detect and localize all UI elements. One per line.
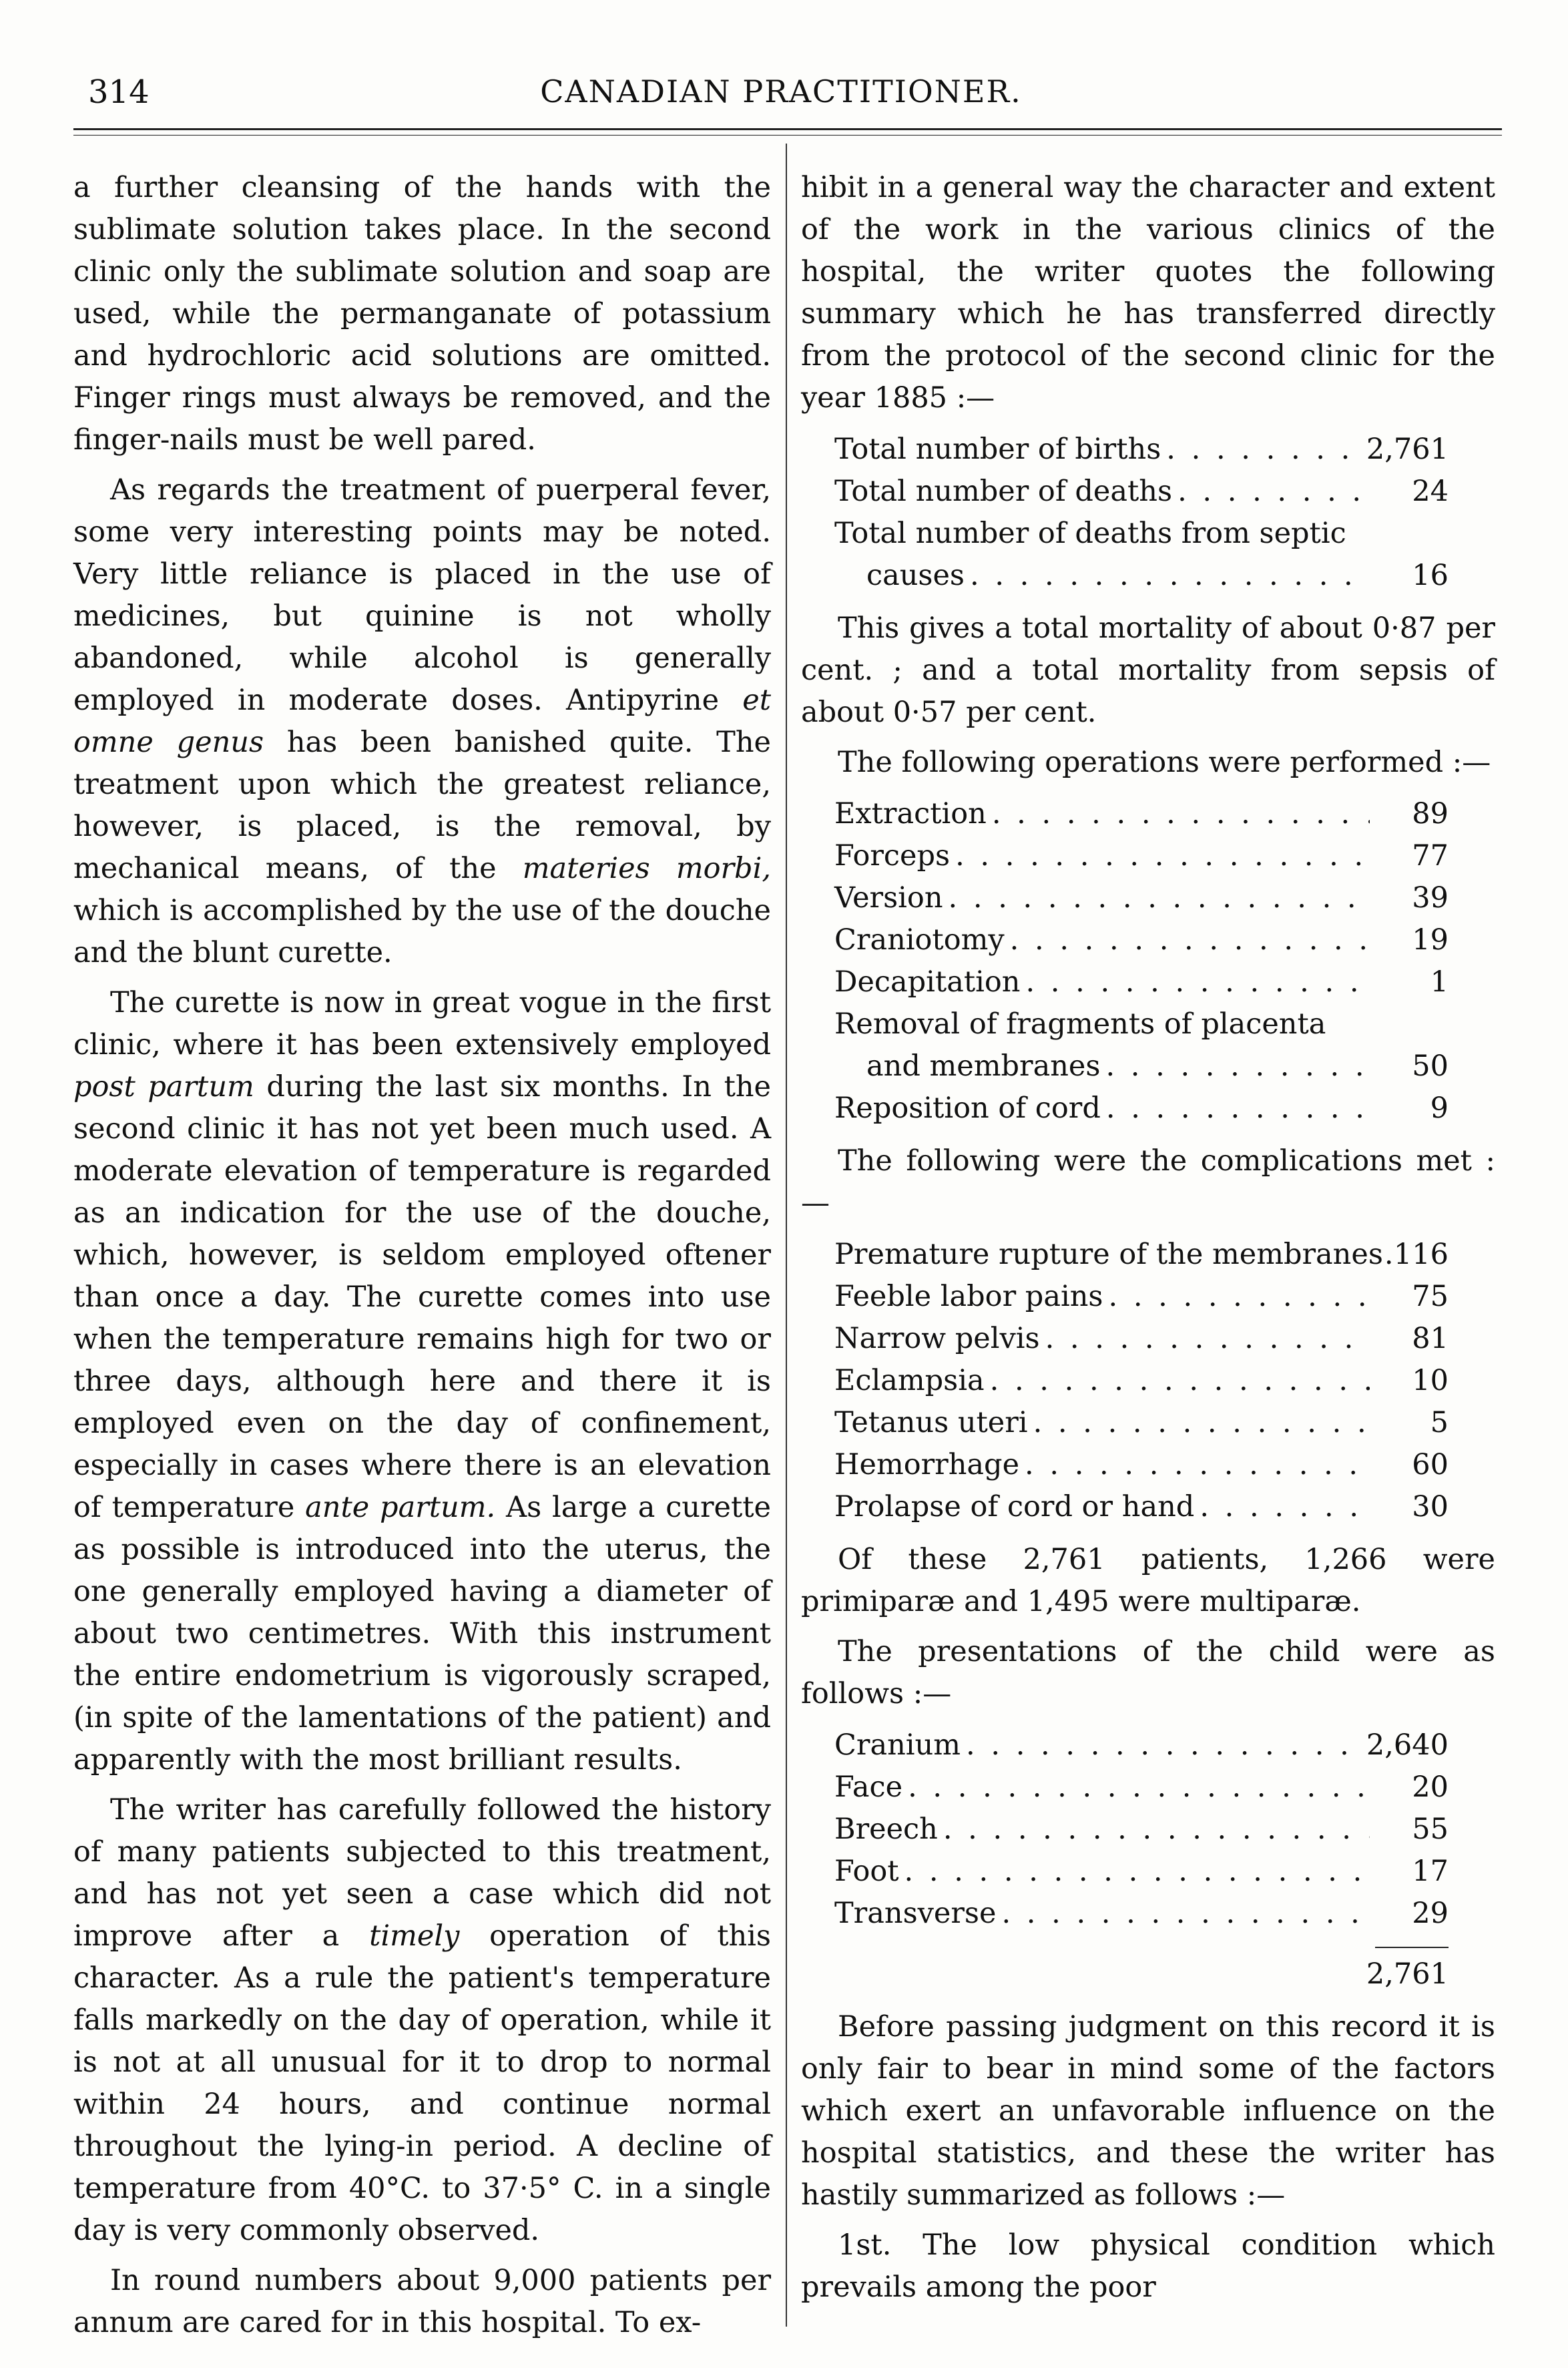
paragraph: As regards the treatment of puerperal fever, some very interesting points may be noted. Very little reliance is placed in the use of medicines, but quinine is not wholly abandoned, while alcohol is generally employed in moderate doses. Antipyrine et omne genus has been banished quite. The treatment upon which the greatest reliance, however, is placed, is the removal, by mechanical means, of the materies morbi, which is accomplished by the use of the douche and the blunt curette. bbox=[73, 473, 772, 969]
list-item: Breech . . . 55 bbox=[834, 1809, 1449, 1851]
list-item: Narrow pelvis . . . 81 bbox=[834, 1318, 1449, 1360]
list-item: Forceps . . . 77 bbox=[834, 835, 1449, 877]
header-rule-thin bbox=[73, 135, 1502, 136]
list-item: Transverse . . . 29 bbox=[834, 1893, 1449, 1935]
list-item: Removal of fragments of placenta bbox=[834, 1007, 1326, 1041]
presentations-total: 2,761 bbox=[1366, 1957, 1449, 1991]
paragraph: The writer has carefully followed the history of many patients subjected to this treatment, and has not yet seen a case which did not improve after a timely operation of this character. As a rule the patient's temperature falls markedly on the day of operation, while it is not at all unusual for it to drop to normal within 24 hours, and continue normal throughout the lying-in period. A decline of temperature from 40°C. to 37·5° C. in a single day is very commonly observed. bbox=[73, 1793, 771, 2247]
list-item: Foot . . . 17 bbox=[834, 1851, 1449, 1893]
list-item: Tetanus uteri . . . 5 bbox=[834, 1402, 1449, 1444]
list-item: Extraction . . . 89 bbox=[834, 793, 1449, 835]
list-item: Version . . . 39 bbox=[834, 877, 1449, 919]
right-column bbox=[801, 167, 1495, 2317]
list-item: Craniotomy . . . 19 bbox=[834, 919, 1449, 961]
total-rule bbox=[1375, 1947, 1449, 1948]
left-column bbox=[73, 167, 771, 2352]
list-item: and membranes . . . 50 bbox=[834, 1045, 1449, 1088]
paragraph: The curette is now in great vogue in the first clinic, where it has been extensively employed post partum during the last six months. In the second clinic it has not yet been much used. A moderate elevation of temperature is regarded as an indication for the use of the douche, which, however, is seldom employed oftener than once a day. The curette comes into use when the temperature remains high for two or three days, although here and there it is employed even on the day of confinement, especially in cases where there is an elevation of temperature ante partum. As large a curette as possible is introduced into the uterus, the one generally employed having a diameter of about two centimetres. With this instrument the entire endometrium is vigorously scraped, (in spite of the lamentations of the patient) and apparently with the most brilliant results. bbox=[73, 986, 771, 1777]
list-item: Cranium . . . 2,640 bbox=[834, 1724, 1449, 1766]
paragraph: The following were the complications met :— bbox=[801, 1144, 1495, 1220]
paragraph: hibit in a general way the character and extent of the work in the various clinics of the hospital, the writer quotes the following summary which he has transferred directly from the protocol of the second clinic for the year 1885 :— bbox=[801, 171, 1495, 415]
list-item: Total number of deaths . . . 24 bbox=[834, 471, 1449, 513]
list-item: Prolapse of cord or hand . . . 30 bbox=[834, 1486, 1449, 1528]
list-item: Face . . . 20 bbox=[834, 1766, 1449, 1809]
page-header bbox=[73, 64, 1489, 124]
paragraph: a further cleansing of the hands with the sublimate solution takes place. In the second clinic only the sublimate solution and soap are used, while the permanganate of potassium and hydrochloric acid solutions are omitted. Finger rings must always be removed, and the finger-nails must be well pared. bbox=[73, 171, 771, 457]
list-item: Total number of births . . . 2,761 bbox=[834, 429, 1449, 471]
paragraph: In round numbers about 9,000 patients per annum are cared for in this hospital. To ex- bbox=[73, 2264, 771, 2339]
paragraph: The presentations of the child were as follows :— bbox=[801, 1635, 1495, 1710]
column-divider bbox=[786, 144, 787, 2327]
paragraph: The following operations were performed :— bbox=[838, 746, 1491, 779]
list-item: Eclampsia . . . 10 bbox=[834, 1360, 1449, 1402]
paragraph: This gives a total mortality of about 0·87 per cent. ; and a total mortality from sepsis of about 0·57 per cent. bbox=[801, 612, 1495, 729]
list-item: Total number of deaths from septic bbox=[834, 517, 1346, 550]
paragraph: Before passing judgment on this record it is only fair to bear in mind some of the factors which exert an unfavorable influence on the hospital statistics, and these the writer has hastily summarized as follows :— bbox=[801, 2010, 1495, 2212]
complications-list bbox=[834, 1234, 1449, 1528]
list-item: Feeble labor pains . . . 75 bbox=[834, 1276, 1449, 1318]
header-rule bbox=[73, 128, 1502, 130]
list-item: causes . . . 16 bbox=[834, 555, 1449, 597]
paragraph: Of these 2,761 patients, 1,266 were primiparæ and 1,495 were multiparæ. bbox=[801, 1543, 1495, 1618]
running-title: CANADIAN PRACTITIONER. bbox=[540, 73, 1022, 109]
operations-list bbox=[834, 793, 1449, 1130]
list-item: Decapitation . . . 1 bbox=[834, 961, 1449, 1003]
list-item: Reposition of cord . . . 9 bbox=[834, 1088, 1449, 1130]
presentations-list bbox=[834, 1724, 1449, 1995]
list-item: Hemorrhage . . . 60 bbox=[834, 1444, 1449, 1486]
list-item: Premature rupture of the membranes . . . 116 bbox=[834, 1234, 1449, 1276]
birth-statistics-list bbox=[834, 429, 1449, 597]
paragraph: 1st. The low physical condition which prevails among the poor bbox=[801, 2228, 1495, 2304]
page-number: 314 bbox=[88, 73, 150, 111]
